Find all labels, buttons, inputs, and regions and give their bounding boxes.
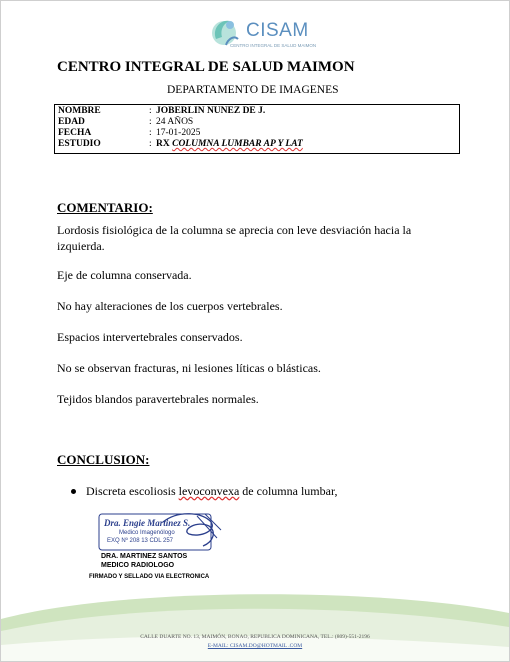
comment-paragraph: No se observan fracturas, ni lesiones líticas o blásticas.: [57, 361, 321, 375]
comment-paragraph: Tejidos blandos paravertebrales normales.: [57, 392, 259, 406]
info-value-name: JOBERLIN NUNEZ DE J.: [156, 106, 266, 116]
patient-info-box: [54, 104, 460, 154]
signature-name: DRA. MARTINEZ SANTOS: [101, 553, 188, 560]
comment-paragraph: Espacios intervertebrales conservados.: [57, 330, 243, 344]
conclusion-text-after: de columna lumbar,: [239, 484, 338, 498]
footer-wave: [1, 591, 509, 661]
footer-email-link[interactable]: E-MAIL: CISAM.DO@HOTMAIL .COM: [207, 643, 303, 649]
doctor-stamp: [93, 508, 223, 558]
comment-paragraph: No hay alteraciones de los cuerpos vertebrales.: [57, 299, 283, 313]
info-value-age: 24 AÑOS: [156, 117, 194, 127]
center-title: CENTRO INTEGRAL DE SALUD MAIMON: [57, 59, 355, 75]
conclusion-bullet: [71, 484, 337, 499]
comment-paragraph: Eje de columna conservada.: [57, 268, 192, 282]
info-label-age: EDAD: [58, 117, 85, 127]
logo-subtitle: CENTRO INTEGRAL DE SALUD MAIMON: [230, 43, 317, 48]
info-colon: :: [149, 139, 152, 149]
stamp-specialty: Medico Imagenólogo: [119, 530, 175, 536]
info-value-date: 17-01-2025: [156, 128, 201, 138]
conclusion-flagged-word: levoconvexa: [178, 484, 240, 498]
study-detail: COLUMNA LUMBAR AP Y LAT: [172, 139, 303, 149]
info-value-study: [156, 139, 303, 150]
info-colon: :: [149, 106, 152, 116]
footer-address: CALLE DUARTE NO. 13, MAIMÓN, BONAO, REPUBLICA DOMINICANA, TEL.: (809)-551-2196: [140, 634, 370, 640]
conclusion-text-before: Discreta escoliosis: [86, 484, 179, 498]
study-prefix: RX: [156, 139, 170, 149]
department-title: DEPARTAMENTO DE IMAGENES: [167, 84, 339, 96]
info-colon: :: [149, 117, 152, 127]
info-label-study: ESTUDIO: [58, 139, 101, 149]
signature-role: MEDICO RADIOLOGO: [101, 562, 175, 569]
comment-heading: COMENTARIO:: [57, 200, 153, 215]
info-label-date: FECHA: [58, 128, 92, 138]
cisam-logo: [206, 11, 316, 53]
info-label-name: NOMBRE: [58, 106, 101, 116]
info-colon: :: [149, 128, 152, 138]
comment-paragraph: Lordosis fisiológica de la columna se aprecia con leve desviación hacia la izquierda.: [57, 223, 412, 253]
signature-note: FIRMADO Y SELLADO VIA ELECTRONICA: [89, 574, 210, 580]
bullet-dot-icon: [71, 489, 76, 494]
logo-wordmark: CISAM: [246, 20, 309, 41]
stamp-doctor-name: Dra. Engie Martinez S.: [104, 518, 191, 528]
stamp-exequatur: EXQ Nº 208 13 CDL 257: [107, 538, 174, 544]
conclusion-heading: CONCLUSION:: [57, 452, 150, 467]
